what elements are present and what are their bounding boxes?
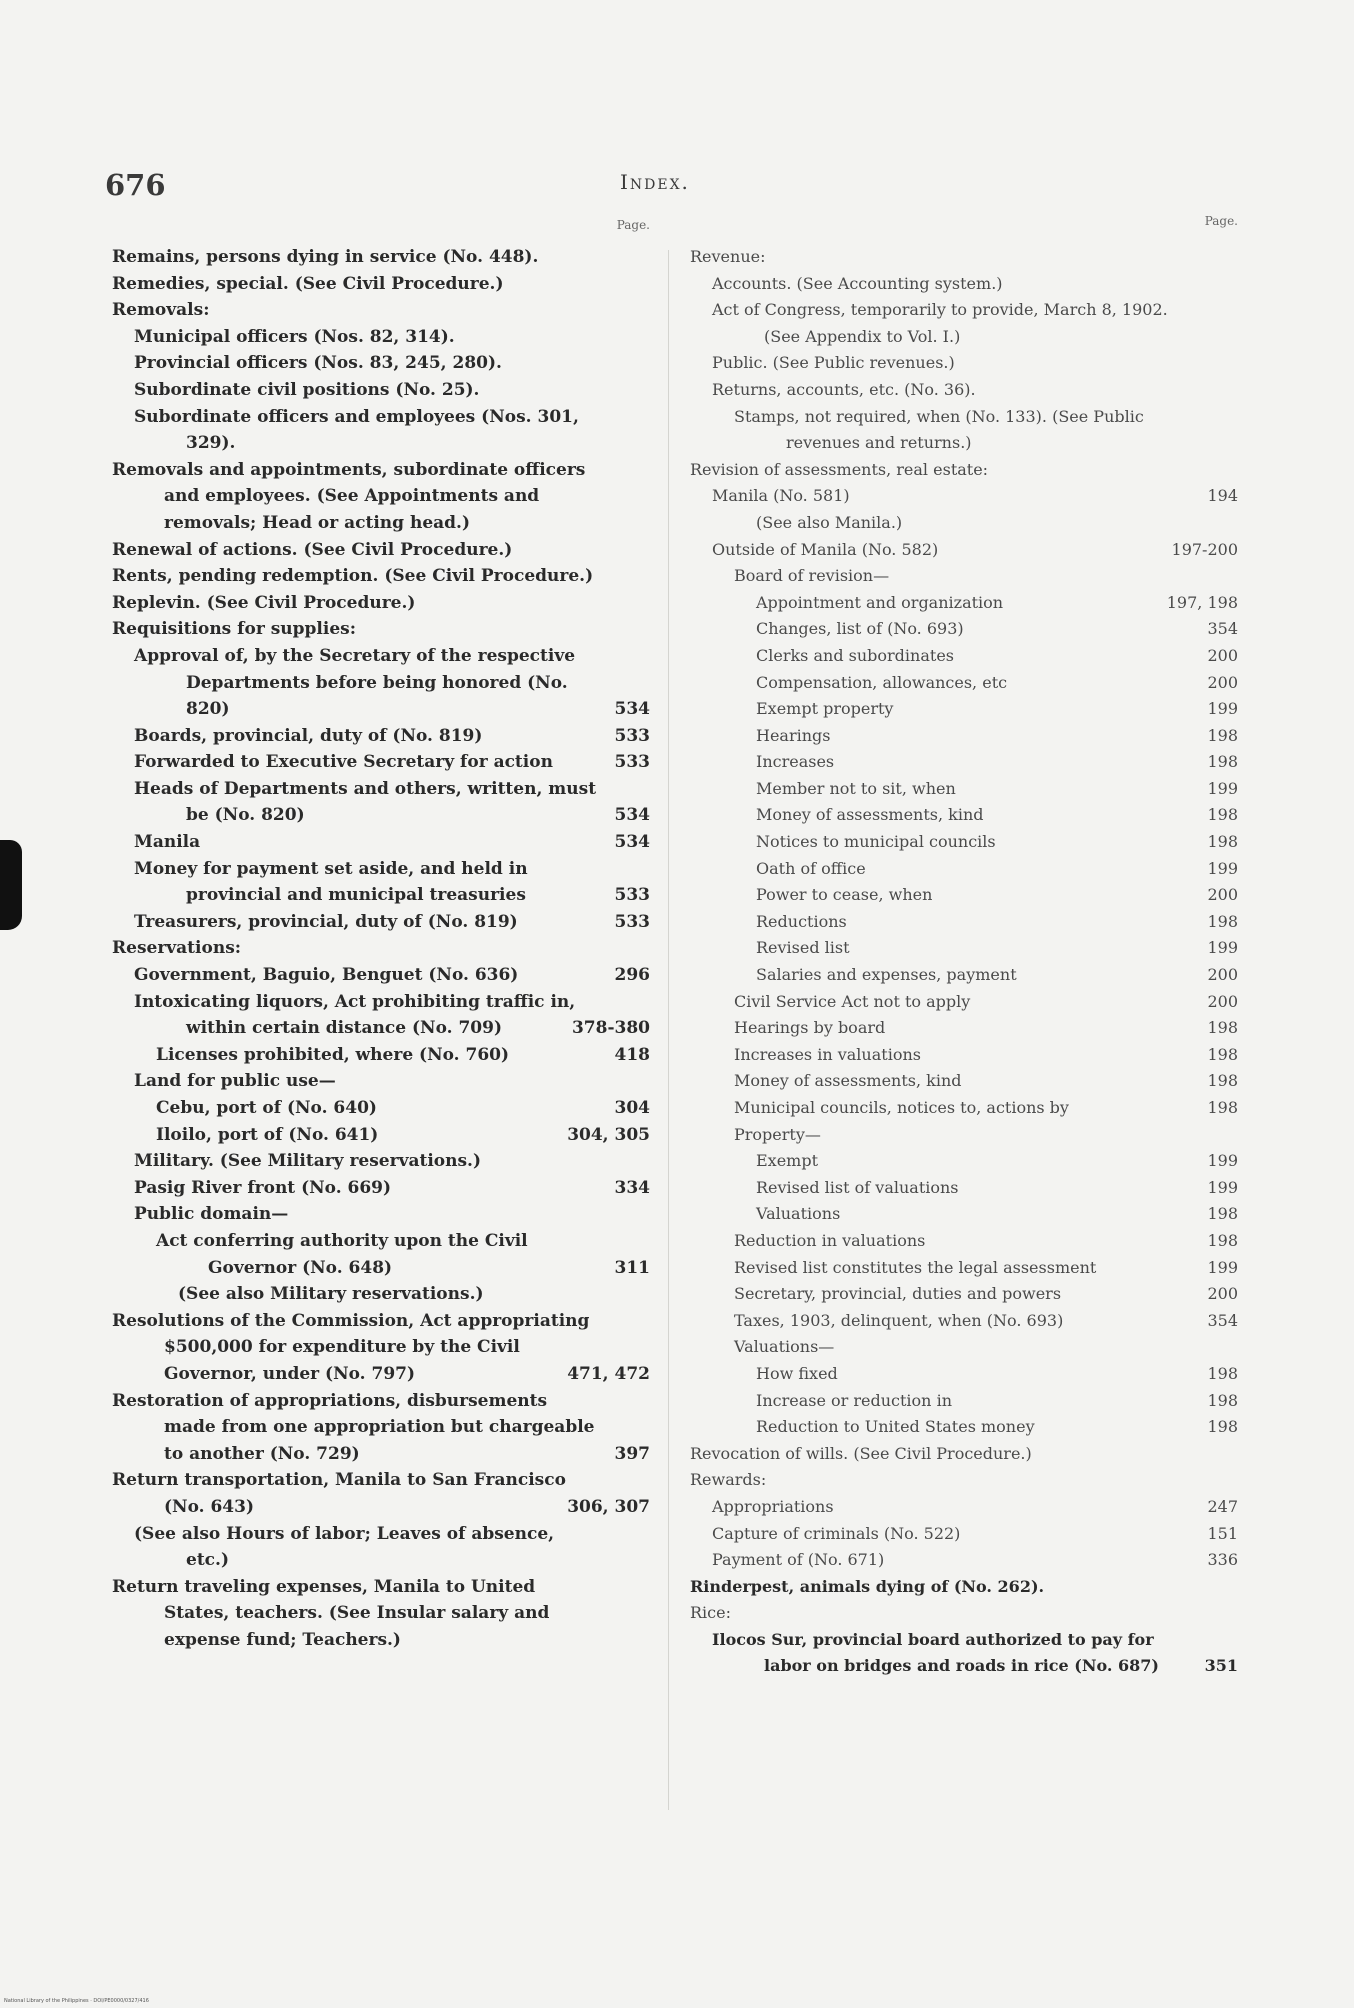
index-entry xyxy=(690,1414,1238,1441)
index-entry xyxy=(690,776,1238,803)
footer-credit: National Library of the Philippines · DOI/PE0000/0327/416 xyxy=(4,1998,149,2004)
index-entry-text: Rents, pending redemption. (See Civil Procedure.) xyxy=(112,566,594,587)
index-entry xyxy=(690,1148,1238,1175)
index-entry-text: Revised list constitutes the legal assessment xyxy=(734,1257,1097,1277)
index-entry-text: Exempt xyxy=(756,1151,819,1171)
index-entry xyxy=(690,457,1238,484)
index-entry xyxy=(690,1175,1238,1202)
index-entry xyxy=(112,962,650,989)
index-entry-text: Public domain— xyxy=(134,1204,289,1225)
index-entry-page: 354 xyxy=(1207,1310,1238,1330)
index-entry-text: Compensation, allowances, etc xyxy=(756,672,1008,692)
index-entry-page: 151 xyxy=(1207,1523,1238,1543)
index-entry-text: Municipal officers (Nos. 82, 314). xyxy=(134,326,455,347)
index-entry xyxy=(112,457,650,537)
index-entry-text: Reductions xyxy=(756,911,847,931)
index-entry-page: 197-200 xyxy=(1171,539,1238,559)
index-entry xyxy=(112,616,650,643)
index-entry xyxy=(690,1627,1238,1680)
index-entry xyxy=(690,882,1238,909)
index-entry xyxy=(690,723,1238,750)
index-entry-text: Act of Congress, temporarily to provide, March 8, 1902. (See Appendix to Vol. I.) xyxy=(712,300,1168,346)
index-entry xyxy=(112,989,650,1042)
index-entry xyxy=(112,377,650,404)
column-divider xyxy=(668,250,669,1810)
index-entry xyxy=(690,643,1238,670)
index-entry-page: 354 xyxy=(1207,619,1238,639)
index-entry-page: 306, 307 xyxy=(567,1496,650,1517)
index-entry-text: Heads of Departments and others, written, must be (No. 820) xyxy=(134,778,597,826)
index-entry xyxy=(112,776,650,829)
index-entry xyxy=(112,1201,650,1228)
index-entry xyxy=(690,297,1238,350)
index-entry xyxy=(690,1441,1238,1468)
index-entry-text: Ilocos Sur, provincial board authorized to pay for labor on bridges and roads in rice (No. 687) xyxy=(712,1629,1159,1676)
index-entry-text: Accounts. (See Accounting system.) xyxy=(712,273,1003,293)
index-entry xyxy=(112,271,650,298)
index-entry-page: 200 xyxy=(1207,965,1238,985)
index-entry-page: 336 xyxy=(1207,1550,1238,1570)
index-entry-page: 198 xyxy=(1207,1417,1238,1437)
left-page-label: Page. xyxy=(616,218,650,232)
index-entry-text: Iloilo, port of (No. 641) xyxy=(156,1124,379,1145)
index-entry-page: 296 xyxy=(614,965,650,986)
index-entry-text: Restoration of appropriations, disbursements made from one appropriation but chargeable to another (No. 729) xyxy=(112,1390,595,1464)
index-entry xyxy=(112,1521,650,1574)
index-entry-page: 200 xyxy=(1207,1284,1238,1304)
index-entry-text: Money of assessments, kind xyxy=(734,1071,962,1091)
index-entry xyxy=(690,670,1238,697)
index-entry-text: Salaries and expenses, payment xyxy=(756,965,1017,985)
index-entry-text: Boards, provincial, duty of (No. 819) xyxy=(134,725,483,746)
index-entry xyxy=(690,404,1238,457)
index-entry-text: Manila xyxy=(134,832,201,853)
index-entry-text: Hearings xyxy=(756,725,831,745)
index-entry-text: Reservations: xyxy=(112,938,242,959)
index-entry xyxy=(112,1095,650,1122)
index-entry xyxy=(112,1467,650,1520)
index-entry xyxy=(112,723,650,750)
index-entry xyxy=(690,749,1238,776)
index-entry-page: 198 xyxy=(1207,832,1238,852)
index-entry-text: Municipal councils, notices to, actions by xyxy=(734,1098,1069,1117)
index-entry-text: Valuations xyxy=(756,1204,841,1224)
index-entry xyxy=(690,350,1238,377)
index-entry xyxy=(690,1228,1238,1255)
index-entry-page: 247 xyxy=(1207,1496,1238,1516)
index-entry xyxy=(690,590,1238,617)
index-entry-text: (See also Hours of labor; Leaves of absence, etc.) xyxy=(134,1523,555,1571)
index-entry xyxy=(112,643,650,723)
index-entry-page: 198 xyxy=(1207,1071,1238,1091)
index-entry-text: Increase or reduction in xyxy=(756,1390,952,1410)
index-entry-text: Intoxicating liquors, Act prohibiting traffic in, within certain distance (No. 709) xyxy=(134,991,576,1039)
index-entry xyxy=(690,1015,1238,1042)
index-entry-text: Hearings by board xyxy=(734,1018,886,1038)
index-entry xyxy=(112,563,650,590)
index-entry-page: 533 xyxy=(614,911,650,932)
index-entry-page: 198 xyxy=(1207,1018,1238,1038)
index-entry-text: Money of assessments, kind xyxy=(756,805,984,825)
index-entry-page: 471, 472 xyxy=(567,1363,650,1384)
index-entry-text: Approval of, by the Secretary of the respective Departments before being honored (No. 820) xyxy=(134,645,576,720)
index-entry xyxy=(690,909,1238,936)
index-entry-text: Appropriations xyxy=(712,1496,834,1516)
index-entry-text: Resolutions of the Commission, Act appropriating $500,000 for expenditure by the Civil Governor, under (No. 797) xyxy=(112,1310,590,1384)
index-entry-text: Power to cease, when xyxy=(756,885,933,905)
index-entry xyxy=(112,1308,650,1388)
index-entry-text: Treasurers, provincial, duty of (No. 819) xyxy=(134,911,518,932)
right-column xyxy=(690,214,1238,1680)
index-entry xyxy=(690,962,1238,989)
index-entry-text: Board of revision— xyxy=(734,566,890,586)
right-page-label: Page. xyxy=(1204,214,1238,228)
index-entry xyxy=(690,1361,1238,1388)
index-entry-text: Revision of assessments, real estate: xyxy=(690,459,989,479)
index-entry-page: 198 xyxy=(1207,1363,1238,1383)
index-entry-text: Return traveling expenses, Manila to United States, teachers. (See Insular salary and expense fund; Teachers.) xyxy=(112,1576,550,1650)
index-entry xyxy=(112,1228,650,1281)
index-entry xyxy=(690,271,1238,298)
index-entry xyxy=(690,563,1238,590)
index-entry-text: Appointment and organization xyxy=(756,592,1004,612)
index-entry-page: 197, 198 xyxy=(1166,592,1238,612)
index-entry-text: Cebu, port of (No. 640) xyxy=(156,1098,377,1118)
index-entry-text: Removals: xyxy=(112,300,210,321)
right-index-entries xyxy=(690,244,1238,1680)
index-entry xyxy=(112,1281,650,1308)
index-entry xyxy=(112,244,650,271)
index-entry-page: 418 xyxy=(614,1044,650,1065)
index-entry-text: Government, Baguio, Benguet (No. 636) xyxy=(134,965,519,986)
index-entry-text: Increases in valuations xyxy=(734,1044,921,1064)
index-entry-text: Capture of criminals (No. 522) xyxy=(712,1523,961,1543)
index-entry xyxy=(690,989,1238,1016)
index-entry-page: 198 xyxy=(1207,1044,1238,1064)
index-entry xyxy=(112,404,650,457)
index-entry-text: Rinderpest, animals dying of (No. 262). xyxy=(690,1576,1045,1596)
index-entry-text: Money for payment set aside, and held in provincial and municipal treasuries xyxy=(134,858,528,906)
index-entry xyxy=(112,590,650,617)
index-entry-page: 199 xyxy=(1207,778,1238,798)
index-entry-text: Manila (No. 581) xyxy=(712,486,850,506)
index-entry xyxy=(112,537,650,564)
index-entry-text: (See also Military reservations.) xyxy=(178,1284,484,1305)
index-entry xyxy=(112,324,650,351)
index-entry-page: 198 xyxy=(1207,1230,1238,1250)
index-entry xyxy=(690,1201,1238,1228)
index-entry-page: 534 xyxy=(614,699,650,720)
index-entry-text: Subordinate officers and employees (Nos. 301, 329). xyxy=(134,406,579,454)
index-entry xyxy=(690,1467,1238,1494)
index-entry-page: 198 xyxy=(1207,1098,1238,1117)
index-entry xyxy=(112,856,650,909)
index-entry xyxy=(112,1574,650,1654)
index-entry-text: Stamps, not required, when (No. 133). (See Public revenues and returns.) xyxy=(734,406,1144,453)
index-entry xyxy=(112,1042,650,1069)
index-entry xyxy=(690,1547,1238,1574)
index-entry xyxy=(690,802,1238,829)
index-entry-page: 534 xyxy=(614,805,650,826)
index-entry xyxy=(690,1122,1238,1149)
index-entry xyxy=(112,749,650,776)
index-entry xyxy=(690,377,1238,404)
index-entry-text: Taxes, 1903, delinquent, when (No. 693) xyxy=(734,1310,1064,1330)
page-number: 676 xyxy=(105,168,166,202)
index-entry-page: 304, 305 xyxy=(567,1124,650,1145)
index-entry-page: 199 xyxy=(1207,938,1238,958)
index-entry-text: Revised list xyxy=(756,938,850,958)
index-entry-page: 200 xyxy=(1207,991,1238,1011)
index-entry-text: Clerks and subordinates xyxy=(756,645,954,665)
index-entry xyxy=(690,1334,1238,1361)
index-entry-page: 200 xyxy=(1207,885,1238,905)
index-entry-text: Revenue: xyxy=(690,247,766,266)
index-entry-text: Member not to sit, when xyxy=(756,778,956,798)
index-entry xyxy=(690,1574,1238,1601)
index-entry-text: Increases xyxy=(756,752,835,772)
index-entry-page: 533 xyxy=(614,725,650,746)
index-entry-page: 199 xyxy=(1207,1151,1238,1171)
index-entry xyxy=(690,1042,1238,1069)
index-entry xyxy=(690,510,1238,537)
index-entry-text: Reduction to United States money xyxy=(756,1417,1035,1437)
index-entry-page: 334 xyxy=(614,1177,650,1198)
index-entry-page: 194 xyxy=(1207,486,1238,506)
index-entry xyxy=(690,1095,1238,1122)
index-entry-text: Revocation of wills. (See Civil Procedure.) xyxy=(690,1443,1032,1463)
index-entry-page: 378-380 xyxy=(571,1018,650,1039)
index-entry-text: Rice: xyxy=(690,1603,731,1623)
index-entry xyxy=(112,829,650,856)
index-entry xyxy=(112,909,650,936)
index-entry-text: Removals and appointments, subordinate officers and employees. (See Appointments and removals; Head or acting head.) xyxy=(112,459,586,533)
index-entry-text: Returns, accounts, etc. (No. 36). xyxy=(712,379,976,399)
index-entry-page: 351 xyxy=(1204,1656,1238,1676)
index-entry xyxy=(112,297,650,324)
index-entry-text: Land for public use— xyxy=(134,1071,336,1092)
index-entry-page: 198 xyxy=(1207,752,1238,772)
index-entry-text: Exempt property xyxy=(756,699,894,719)
left-index-entries xyxy=(112,244,650,1653)
index-entry xyxy=(690,1388,1238,1415)
index-entry xyxy=(690,935,1238,962)
index-entry xyxy=(112,1122,650,1149)
index-entry-text: Public. (See Public revenues.) xyxy=(712,353,955,373)
index-entry-page: 199 xyxy=(1207,1257,1238,1277)
index-entry-text: Secretary, provincial, duties and powers xyxy=(734,1284,1062,1304)
index-entry-text: Oath of office xyxy=(756,858,866,878)
index-entry-page: 199 xyxy=(1207,1177,1238,1197)
index-entry-text: Act conferring authority upon the Civil Governor (No. 648) xyxy=(156,1230,528,1278)
index-entry-page: 198 xyxy=(1207,805,1238,825)
index-entry-text: Forwarded to Executive Secretary for action xyxy=(134,752,553,773)
index-entry-page: 311 xyxy=(614,1257,650,1278)
index-entry-text: (See also Manila.) xyxy=(756,512,903,532)
index-entry-page: 304 xyxy=(614,1098,650,1118)
index-entry xyxy=(112,350,650,377)
index-entry-text: How fixed xyxy=(756,1363,838,1383)
index-entry xyxy=(690,1600,1238,1627)
index-entry-page: 198 xyxy=(1207,725,1238,745)
index-entry xyxy=(690,696,1238,723)
index-entry-text: Valuations— xyxy=(734,1337,835,1357)
index-entry xyxy=(112,1068,650,1095)
index-entry-text: Changes, list of (No. 693) xyxy=(756,619,964,639)
index-entry-text: Remedies, special. (See Civil Procedure.) xyxy=(112,273,504,294)
index-entry xyxy=(112,1148,650,1175)
index-entry xyxy=(690,829,1238,856)
index-entry xyxy=(690,1494,1238,1521)
index-entry-text: Remains, persons dying in service (No. 448). xyxy=(112,247,539,267)
index-entry-text: Licenses prohibited, where (No. 760) xyxy=(156,1044,510,1065)
index-entry xyxy=(690,616,1238,643)
index-entry xyxy=(690,1068,1238,1095)
index-entry xyxy=(690,1308,1238,1335)
index-entry-page: 198 xyxy=(1207,1204,1238,1224)
index-entry xyxy=(690,244,1238,271)
left-column xyxy=(112,218,650,1653)
index-entry-text: Subordinate civil positions (No. 25). xyxy=(134,379,480,400)
index-entry-page: 200 xyxy=(1207,672,1238,692)
index-entry xyxy=(690,856,1238,883)
index-entry xyxy=(690,1521,1238,1548)
index-entry xyxy=(690,483,1238,510)
index-entry-page: 198 xyxy=(1207,911,1238,931)
index-entry-text: Replevin. (See Civil Procedure.) xyxy=(112,592,416,613)
index-entry xyxy=(112,1388,650,1468)
index-entry xyxy=(690,537,1238,564)
index-entry-text: Return transportation, Manila to San Francisco (No. 643) xyxy=(112,1470,566,1517)
index-entry-text: Military. (See Military reservations.) xyxy=(134,1151,482,1172)
index-entry-text: Property— xyxy=(734,1124,821,1144)
index-entry-page: 200 xyxy=(1207,645,1238,665)
index-entry-text: Renewal of actions. (See Civil Procedure.) xyxy=(112,539,513,560)
index-entry-page: 199 xyxy=(1207,858,1238,878)
index-entry xyxy=(690,1281,1238,1308)
running-head: Index. xyxy=(620,170,690,194)
index-entry-text: Provincial officers (Nos. 83, 245, 280). xyxy=(134,353,502,374)
index-entry-page: 199 xyxy=(1207,699,1238,719)
index-entry-text: Civil Service Act not to apply xyxy=(734,991,971,1011)
index-entry-text: Requisitions for supplies: xyxy=(112,619,356,640)
index-entry-text: Outside of Manila (No. 582) xyxy=(712,539,939,559)
index-entry xyxy=(112,935,650,962)
index-entry-page: 198 xyxy=(1207,1390,1238,1410)
index-entry-text: Reduction in valuations xyxy=(734,1230,926,1250)
index-entry-text: Revised list of valuations xyxy=(756,1177,959,1197)
index-entry xyxy=(112,1175,650,1202)
index-entry-text: Payment of (No. 671) xyxy=(712,1550,885,1570)
index-entry-page: 533 xyxy=(614,885,650,906)
index-entry-text: Pasig River front (No. 669) xyxy=(134,1177,392,1198)
index-entry-page: 534 xyxy=(614,832,650,853)
index-entry xyxy=(690,1255,1238,1282)
index-entry-page: 397 xyxy=(614,1443,650,1464)
index-entry-text: Rewards: xyxy=(690,1470,767,1490)
index-entry-page: 533 xyxy=(614,752,650,773)
index-entry-text: Notices to municipal councils xyxy=(756,832,996,852)
page-edge-shadow xyxy=(0,840,22,930)
